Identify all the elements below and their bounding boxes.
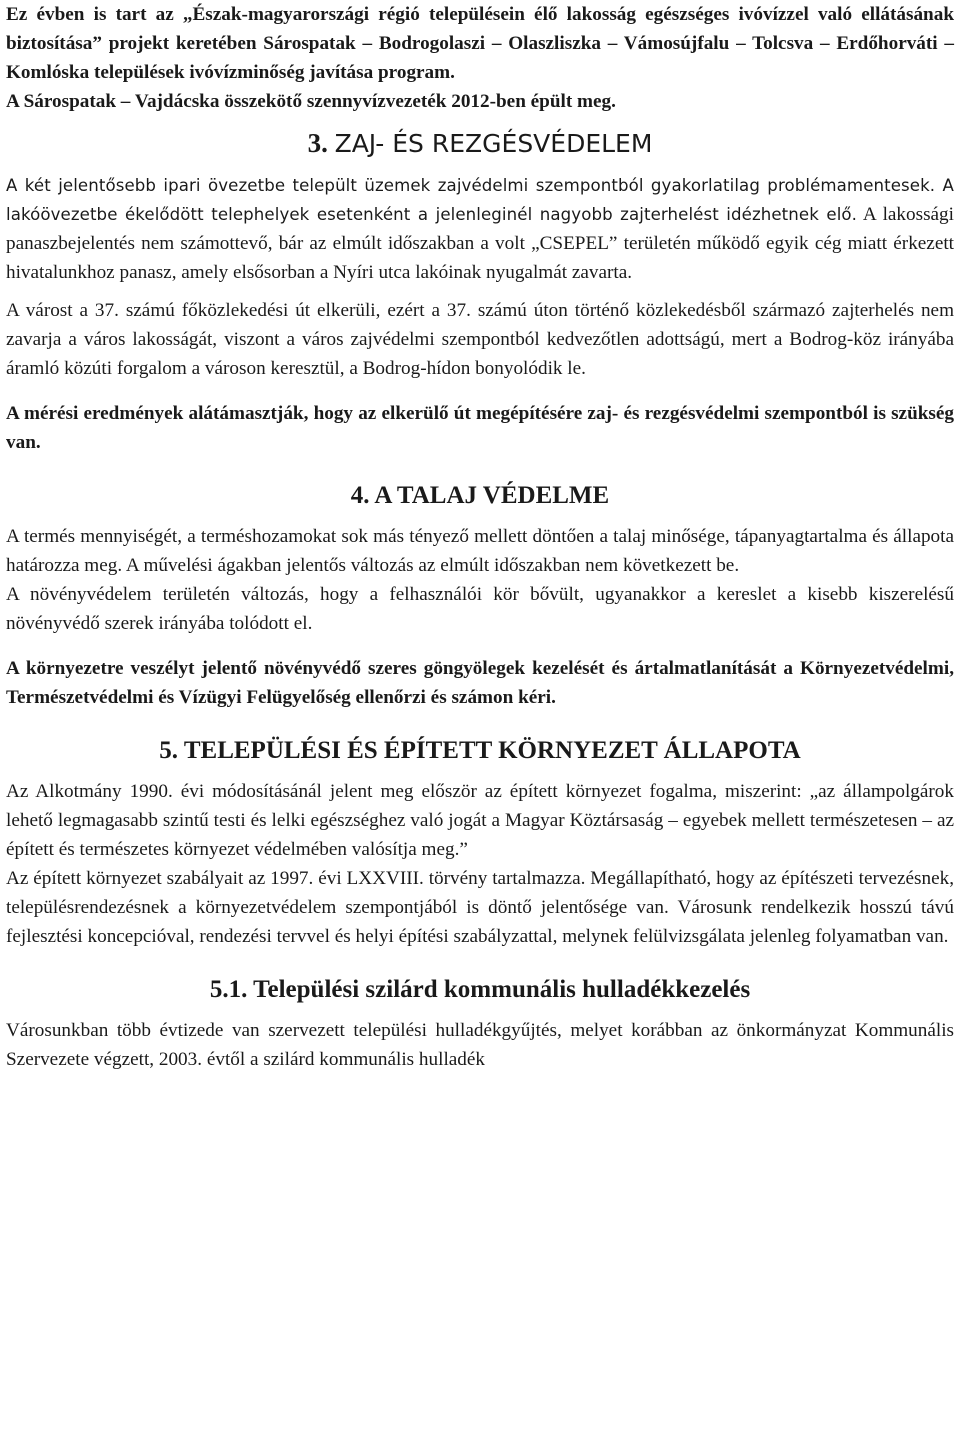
section-4-title: A TALAJ VÉDELME bbox=[374, 482, 610, 509]
section-3-title: ZAJ- ÉS REZGÉSVÉDELEM bbox=[334, 129, 653, 158]
section-5-number: 5. bbox=[159, 737, 179, 764]
section-5-paragraph-1: Az Alkotmány 1990. évi módosításánál jelent meg először az épített környezet fogalma, miszerint: „az állampolgárok lehető legmagasabb szintű testi és lelki egészséghez való jogát a Magyar Köztársaság – egyebek mellett természetesen – az épített és természetes környezet védelmében valósítja meg.” bbox=[6, 781, 954, 860]
section-3-paragraph-3: A mérési eredmények alátámasztják, hogy az elkerülő út megépítésére zaj- és rezgésvédelmi szempontból is szükség van. bbox=[6, 403, 954, 453]
section-3-paragraph-1 bbox=[6, 171, 954, 287]
section-4-paragraph-2: A növényvédelem területén változás, hogy a felhasználói kör bővült, ugyanakkor a kereslet a kisebb kiszerelésű növényvédő szerek irányába tolódott el. bbox=[6, 584, 954, 634]
section-3-number: 3. bbox=[307, 128, 328, 158]
section-5-heading bbox=[6, 734, 954, 768]
section-4-paragraph-3: A környezetre veszélyt jelentő növényvédő szeres göngyölegek kezelését és ártalmatlanítását a Környezetvédelmi, Természetvédelmi és Vízügyi Felügyelőség ellenőrzi és számon kéri. bbox=[6, 658, 954, 708]
section-3-paragraph-1-sans: A két jelentősebb ipari övezetbe települt üzemek zajvédelmi szempontból gyakorlatilag problémamentesek. A lakóövezetbe ékelődött telephelyek esetenként a jelenleginél nagyobb zajterhelést idézhetnek elő. bbox=[6, 176, 954, 224]
section-3-paragraph-1-serif: A lakossági panaszbejelentés nem számottevő, bár az elmúlt időszakban a volt „CSEPEL” területén működő egyik cég miatt érkezett hivatalunkhoz panasz, amely elsősorban a Nyíri utca lakóinak nyugalmát zavarta. bbox=[6, 204, 954, 283]
section-5-1-number: 5.1. bbox=[209, 976, 248, 1003]
section-4-heading bbox=[6, 479, 954, 513]
section-5-title: TELEPÜLÉSI ÉS ÉPÍTETT KÖRNYEZET ÁLLAPOTA bbox=[183, 737, 801, 764]
section-4-paragraph-1: A termés mennyiségét, a terméshozamokat sok más tényező mellett döntően a talaj minősége, tápanyagtartalma és állapota határozza meg. A művelési ágakban jelentős változás az elmúlt időszakban nem következett be. bbox=[6, 526, 954, 576]
section-5-1-heading bbox=[6, 973, 954, 1007]
section-3-heading bbox=[6, 125, 954, 162]
section-5-1-paragraph-1: Városunkban több évtizede van szervezett települési hulladékgyűjtés, melyet korábban az önkormányzat Kommunális Szervezete végzett, 2003. évtől a szilárd kommunális hulladék bbox=[6, 1020, 954, 1070]
section-5-paragraph-2: Az épített környezet szabályait az 1997. évi LXXVIII. törvény tartalmazza. Megállapítható, hogy az építészeti tervezésnek, településrendezésnek a környezetvédelem szempontjából is döntő jelentősége van. Városunk rendelkezik hosszú távú fejlesztési koncepcióval, rendezési tervvel és helyi építési szabályzattal, melynek felülvizsgálata jelenleg folyamatban van. bbox=[6, 868, 954, 947]
intro-paragraph-1: Ez évben is tart az „Észak-magyarországi régió településein élő lakosság egészséges ivóvízzel való ellátásának biztosítása” projekt keretében Sárospatak – Bodrogolaszi – Olaszliszka – Vámosújfalu – Tolcsva – Erdőhorváti – Komlóska települések ivóvízminőség javítása program. bbox=[6, 4, 954, 83]
section-5-1-title: Települési szilárd kommunális hulladékkezelés bbox=[253, 976, 751, 1003]
section-3-paragraph-2: A várost a 37. számú főközlekedési út elkerüli, ezért a 37. számú úton történő közlekedésből származó zajterhelés nem zavarja a város lakosságát, viszont a város zajvédelmi szempontból kedvezőtlen adottságú, mert a Bodrog-köz irányába áramló közúti forgalom a városon keresztül, a Bodrog-hídon bonyolódik le. bbox=[6, 300, 954, 379]
document-page bbox=[6, 0, 954, 1074]
section-4-number: 4. bbox=[350, 482, 370, 509]
intro-paragraph-2: A Sárospatak – Vajdácska összekötő szennyvízvezeték 2012-ben épült meg. bbox=[6, 91, 616, 112]
